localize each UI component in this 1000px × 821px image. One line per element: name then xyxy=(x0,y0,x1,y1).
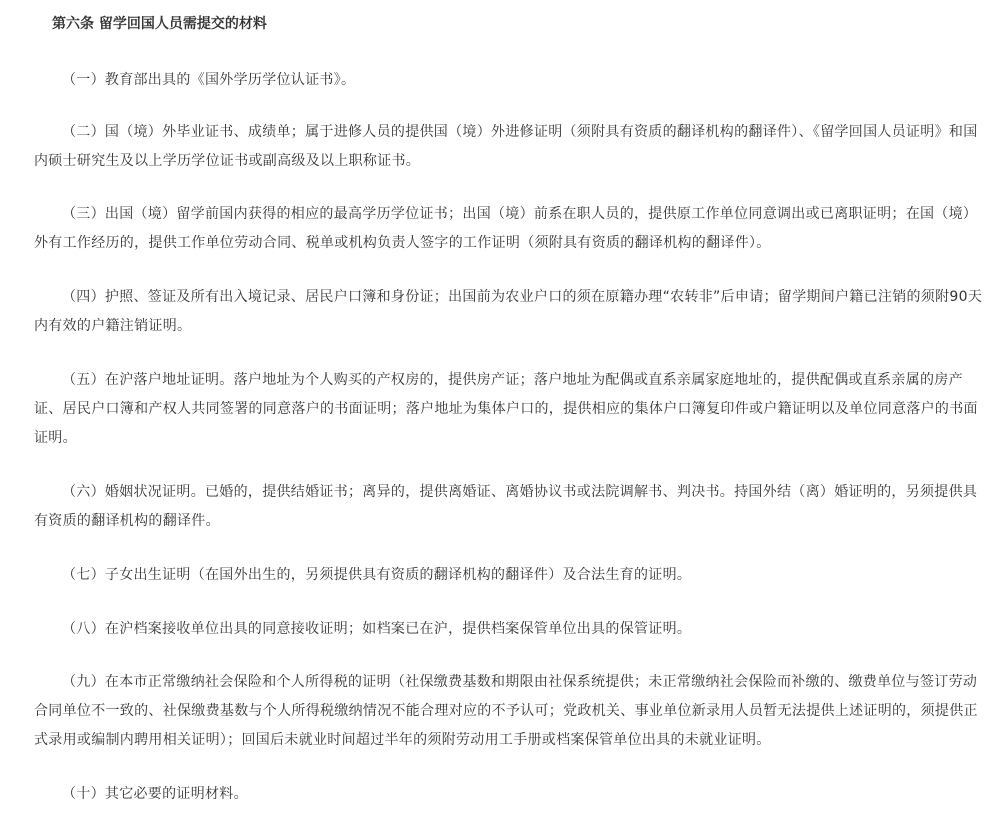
paragraph-10: （十）其它必要的证明材料。 xyxy=(62,786,248,802)
paragraph-8: （八）在沪档案接收单位出具的同意接收证明；如档案已在沪，提供档案保管单位出具的保管证明。 xyxy=(62,621,692,637)
paragraph-5: （五）在沪落户地址证明。落户地址为个人购买的产权房的，提供房产证；落户地址为配偶或直系亲属家庭地址的，提供配偶或直系亲属的房产证、居民户口簿和产权人共同签署的同意落户的书面证明；落户地址为集体户口的，提供相应的集体户口簿复印件或户籍证明以及单位同意落户的书面证明。 xyxy=(34,372,978,446)
paragraph-6: （六）婚姻状况证明。已婚的，提供结婚证书；离异的，提供离婚证、离婚协议书或法院调解书、判决书。持国外结（离）婚证明的，另须提供具有资质的翻译机构的翻译件。 xyxy=(34,484,978,529)
article-title: 第六条 留学回国人员需提交的材料 xyxy=(52,16,267,32)
paragraph-4: （四）护照、签证及所有出入境记录、居民户口簿和身份证；出国前为农业户口的须在原籍办理“农转非”后申请；留学期间户籍已注销的须附90天内有效的户籍注销证明。 xyxy=(34,289,983,334)
paragraph-3: （三）出国（境）留学前国内获得的相应的最高学历学位证书；出国（境）前系在职人员的，提供原工作单位同意调出或已离职证明；在国（境）外有工作经历的，提供工作单位劳动合同、税单或机构负责人签字的工作证明（须附具有资质的翻译机构的翻译件）。 xyxy=(34,206,978,251)
paragraph-9: （九）在本市正常缴纳社会保险和个人所得税的证明（社保缴费基数和期限由社保系统提供；未正常缴纳社会保险而补缴的、缴费单位与签订劳动合同单位不一致的、社保缴费基数与个人所得税缴纳情况不能合理对应的不予认可；党政机关、事业单位新录用人员暂无法提供上述证明的，须提供正式录用或编制内聘用相关证明）；回国后未就业时间超过半年的须附劳动用工手册或档案保管单位出具的未就业证明。 xyxy=(34,674,978,748)
paragraph-1: （一）教育部出具的《国外学历学位认证书》。 xyxy=(62,72,356,88)
paragraph-7: （七）子女出生证明（在国外出生的，另须提供具有资质的翻译机构的翻译件）及合法生育的证明。 xyxy=(62,567,692,583)
paragraph-2: （二）国（境）外毕业证书、成绩单；属于进修人员的提供国（境）外进修证明（须附具有资质的翻译机构的翻译件）、《留学回国人员证明》和国内硕士研究生及以上学历学位证书或副高级及以上职称证书。 xyxy=(34,124,978,169)
